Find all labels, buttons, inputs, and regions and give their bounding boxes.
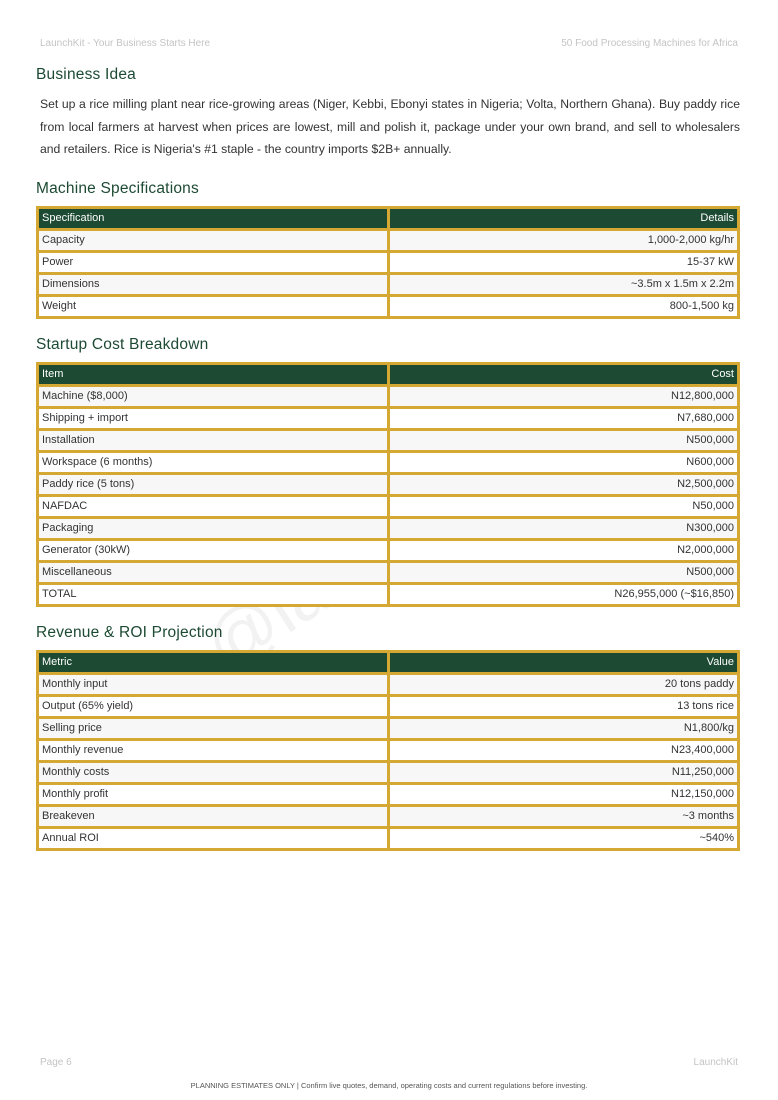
table-cell: Weight [39,297,387,316]
table-row [39,475,737,494]
table-row [39,497,737,516]
revenue-roi-table [36,650,740,851]
table-row [39,675,737,694]
total-row [39,585,737,604]
disclaimer: PLANNING ESTIMATES ONLY | Confirm live quotes, demand, operating costs and current regulations before investing. [190,1081,588,1090]
table-cell: 20 tons paddy [390,675,738,694]
footer-brand: LaunchKit [693,1057,738,1068]
table-cell: N600,000 [390,453,738,472]
table-cell: N7,680,000 [390,409,738,428]
table-cell: Annual ROI [39,829,387,848]
table-cell: Workspace (6 months) [39,453,387,472]
business-idea-heading: Business Idea [36,66,136,83]
header-document-title: LaunchKit - Your Business Starts Here [40,38,211,49]
startup-costs-table [36,362,740,607]
table-cell: N50,000 [390,497,738,516]
table-cell: Shipping + import [39,409,387,428]
table-row [39,829,737,848]
page-footer [40,1057,738,1071]
table-cell: Generator (30kW) [39,541,387,560]
table-cell: Monthly profit [39,785,387,804]
table-cell: Monthly revenue [39,741,387,760]
table-row [39,387,737,406]
table-header-row [39,653,737,672]
running-header [40,38,738,52]
column-header: Value [390,653,738,672]
table-row [39,741,737,760]
table-row [39,807,737,826]
table-cell: N1,800/kg [390,719,738,738]
table-cell: N500,000 [390,431,738,450]
table-cell: TOTAL [39,585,387,604]
table-header-row [39,209,737,228]
table-cell: N2,000,000 [390,541,738,560]
table-row [39,785,737,804]
table-cell: N12,800,000 [390,387,738,406]
table-cell: N2,500,000 [390,475,738,494]
machine-specs-heading: Machine Specifications [36,179,199,197]
column-header: Metric [39,653,387,672]
table-cell: Machine ($8,000) [39,387,387,406]
table-cell: ~3.5m x 1.5m x 2.2m [390,275,738,294]
table-cell: 15-37 kW [390,253,738,272]
table-row [39,563,737,582]
column-header: Cost [390,365,738,384]
table-cell: Paddy rice (5 tons) [39,475,387,494]
page-number: Page 6 [40,1057,72,1068]
page-content [36,66,740,851]
table-row [39,275,737,294]
table-row [39,719,737,738]
table-cell: ~3 months [390,807,738,826]
table-cell: N12,150,000 [390,785,738,804]
header-book-title: 50 Food Processing Machines for Africa [561,38,738,49]
table-cell: N26,955,000 (~$16,850) [390,585,738,604]
table-row [39,541,737,560]
column-header: Specification [39,209,387,228]
table-cell: 13 tons rice [390,697,738,716]
table-cell: ~540% [390,829,738,848]
table-row [39,253,737,272]
startup-costs-heading: Startup Cost Breakdown [36,335,209,353]
table-cell: Breakeven [39,807,387,826]
table-cell: Installation [39,431,387,450]
table-cell: Dimensions [39,275,387,294]
table-cell: Miscellaneous [39,563,387,582]
table-header-row [39,365,737,384]
column-header: Details [390,209,738,228]
business-idea-text: Set up a rice milling plant near rice-growing areas (Niger, Kebbi, Ebonyi states in Nigeria; Volta, Northern Ghana). Buy paddy rice from local farmers at harvest when prices are lowest, mill and polish it, package under your own brand, and sell to wholesalers and retailers. Rice is Nigeria's #1 staple - the country imports $2B+ annually. [40,97,740,156]
table-cell: N23,400,000 [390,741,738,760]
table-row [39,519,737,538]
table-cell: Capacity [39,231,387,250]
revenue-roi-heading: Revenue & ROI Projection [36,623,223,641]
table-row [39,431,737,450]
table-cell: Output (65% yield) [39,697,387,716]
table-cell: Power [39,253,387,272]
table-row [39,697,737,716]
table-cell: 1,000-2,000 kg/hr [390,231,738,250]
table-cell: N300,000 [390,519,738,538]
column-header: Item [39,365,387,384]
table-row [39,763,737,782]
table-cell: Monthly costs [39,763,387,782]
table-cell: Monthly input [39,675,387,694]
table-cell: N500,000 [390,563,738,582]
table-row [39,453,737,472]
table-cell: NAFDAC [39,497,387,516]
table-cell: 800-1,500 kg [390,297,738,316]
table-row [39,409,737,428]
table-row [39,231,737,250]
table-row [39,297,737,316]
table-cell: Selling price [39,719,387,738]
table-cell: Packaging [39,519,387,538]
table-cell: N11,250,000 [390,763,738,782]
machine-specs-table [36,206,740,319]
